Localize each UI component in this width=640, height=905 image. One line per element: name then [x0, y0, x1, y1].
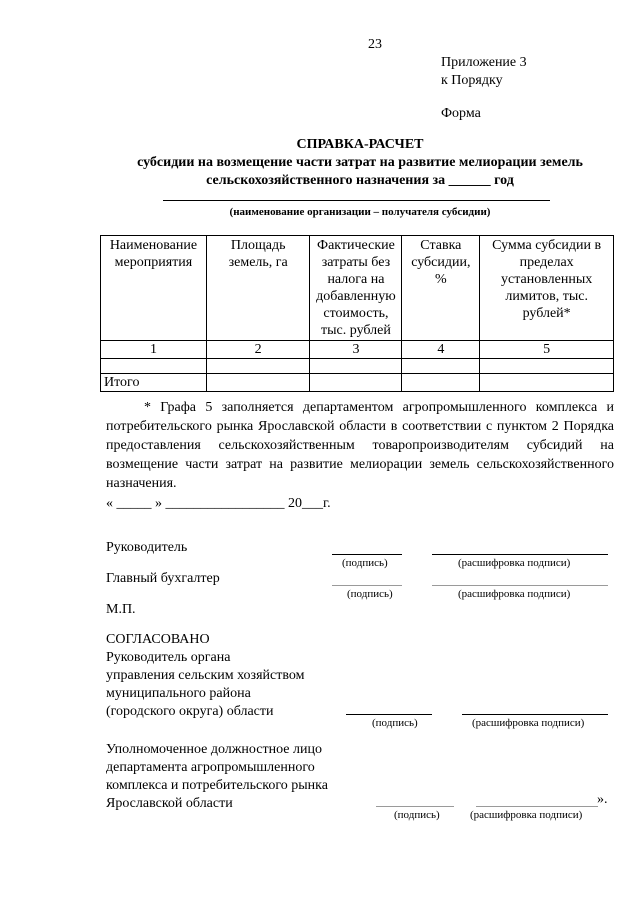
table-cell[interactable] — [402, 374, 480, 392]
date-line[interactable]: « _____ » _________________ 20___г. — [106, 496, 331, 511]
page-number: 23 — [368, 37, 382, 52]
column-number: 4 — [402, 341, 480, 359]
table-cell[interactable] — [310, 374, 402, 392]
document-subtitle-1: субсидии на возмещение части затрат на развитие мелиорации земель — [137, 155, 583, 170]
authorized-line: комплекса и потребительского рынка — [106, 778, 328, 793]
table-cell[interactable] — [480, 374, 614, 392]
table-header-row — [101, 236, 614, 341]
header-cell-subsidy-sum: Сумма субсидии в пределах установленных лимитов, тыс. рублей* — [480, 236, 614, 341]
approved-signature-line[interactable] — [346, 714, 432, 715]
appendix-label: Приложение 3 — [441, 55, 527, 70]
total-label: Итого — [101, 374, 207, 392]
authorized-decode-caption: (расшифровка подписи) — [470, 809, 583, 821]
table-cell[interactable] — [206, 374, 310, 392]
approved-label: СОГЛАСОВАНО — [106, 632, 210, 647]
org-name-caption: (наименование организации – получателя субсидии) — [229, 206, 491, 218]
approved-line: (городского округа) области — [106, 704, 274, 719]
accountant-signature-line[interactable] — [332, 585, 402, 586]
header-cell-rate: Ставка субсидии, % — [402, 236, 480, 341]
accountant-decode-line[interactable] — [432, 585, 608, 586]
approved-line: муниципального района — [106, 686, 251, 701]
table-cell[interactable] — [480, 359, 614, 374]
org-name-line[interactable] — [163, 200, 550, 201]
header-cell-activity: Наименование мероприятия — [101, 236, 207, 341]
approved-signature-caption: (подпись) — [372, 717, 418, 729]
document-title: СПРАВКА-РАСЧЕТ — [296, 137, 424, 152]
accountant-label: Главный бухгалтер — [106, 571, 220, 586]
footnote-text: * Графа 5 заполняется департаментом агропромышленного комплекса и потребительского рынка Ярославской области в соответствии с пунктом 2 Порядка предоставления сельскохозяйственным товаропроизводителям субсидий на возмещение части затрат на развитие мелиорации земель сельскохозяйственного назначения. — [106, 400, 614, 491]
header-cell-area: Площадь земель, га — [206, 236, 310, 341]
column-number: 1 — [101, 341, 207, 359]
authorized-line: департамента агропромышленного — [106, 760, 315, 775]
approved-decode-line[interactable] — [462, 714, 608, 715]
table-row — [101, 359, 614, 374]
approved-decode-caption: (расшифровка подписи) — [472, 717, 585, 729]
head-signature-caption: (подпись) — [342, 557, 388, 569]
accountant-decode-caption: (расшифровка подписи) — [458, 588, 571, 600]
table-cell[interactable] — [101, 359, 207, 374]
header-cell-actual-costs: Фактические затраты без налога на добавленную стоимость, тыс. рублей — [310, 236, 402, 341]
approved-line: управления сельским хозяйством — [106, 668, 305, 683]
head-label: Руководитель — [106, 540, 188, 555]
form-label: Форма — [441, 106, 481, 121]
column-number: 5 — [480, 341, 614, 359]
document-subtitle-2: сельскохозяйственного назначения за ______ год — [206, 173, 514, 188]
authorized-end-mark: ». — [597, 792, 608, 807]
head-decode-caption: (расшифровка подписи) — [458, 557, 571, 569]
table-cell[interactable] — [402, 359, 480, 374]
authorized-line: Ярославской области — [106, 796, 233, 811]
accountant-signature-caption: (подпись) — [347, 588, 393, 600]
table-cell[interactable] — [206, 359, 310, 374]
authorized-line: Уполномоченное должностное лицо — [106, 742, 322, 757]
authorized-signature-line[interactable] — [376, 806, 454, 807]
column-number: 2 — [206, 341, 310, 359]
column-number: 3 — [310, 341, 402, 359]
authorized-decode-line[interactable] — [476, 806, 598, 807]
footnote-paragraph — [106, 398, 614, 493]
appendix-order-ref: к Порядку — [441, 73, 503, 88]
table-cell[interactable] — [310, 359, 402, 374]
approved-line: Руководитель органа — [106, 650, 231, 665]
head-signature-line[interactable] — [332, 554, 402, 555]
stamp-label: М.П. — [106, 602, 136, 617]
calculation-table — [100, 235, 614, 392]
head-decode-line[interactable] — [432, 554, 608, 555]
authorized-signature-caption: (подпись) — [394, 809, 440, 821]
table-row-column-numbers — [101, 341, 614, 359]
table-row-total — [101, 374, 614, 392]
